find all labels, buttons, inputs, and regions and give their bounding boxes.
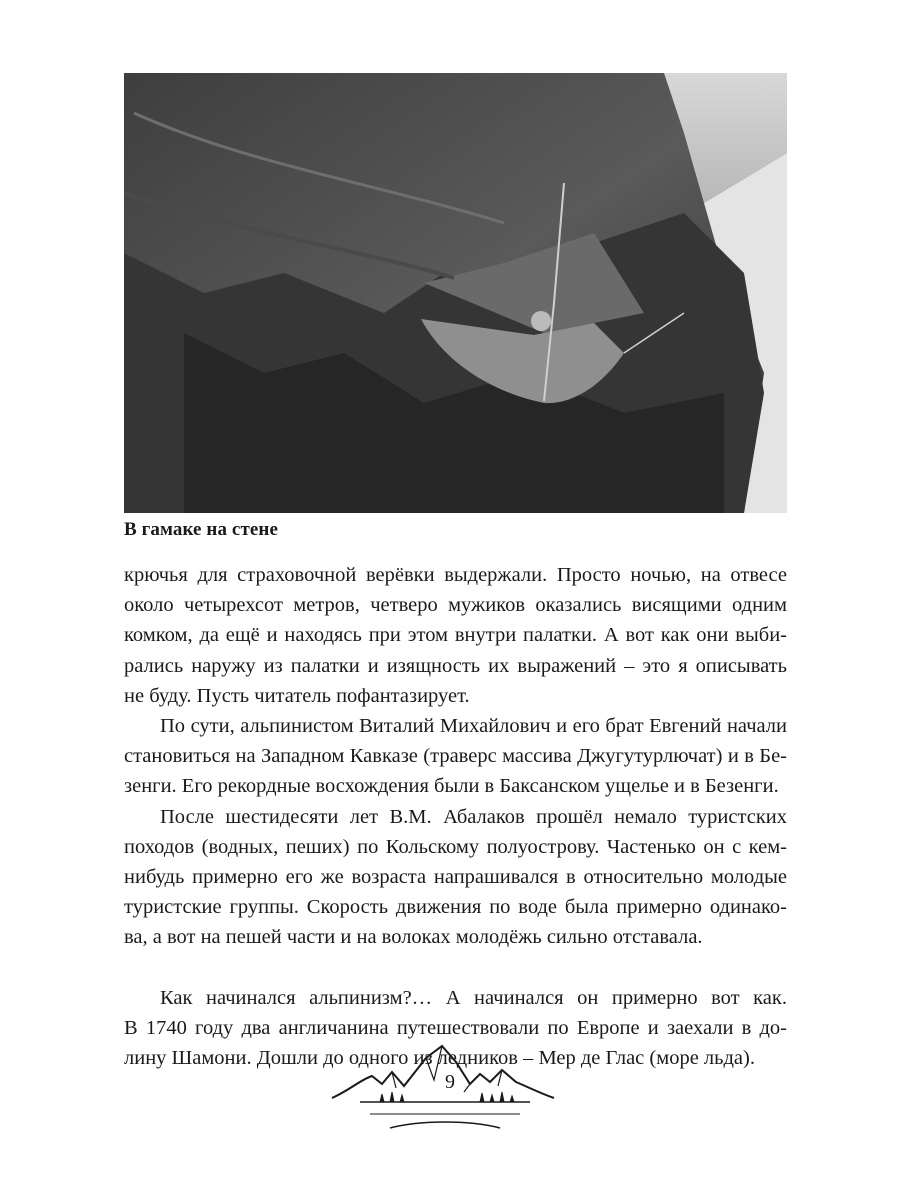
text-line: лину Шамони. Дошли до одного из ледников – Мер де Глас (море льда). [124,1047,755,1070]
text-line: комком, да ещё и находясь при этом внутри палатки. А вот как они выби- [124,624,787,647]
text-line: После шестидесяти лет В.М. Абалаков прошёл немало туристских [160,805,787,828]
paragraph-3 [124,802,787,953]
text-line: становиться на Западном Кавказе (траверс массива Джугутурлючат) и в Бе- [124,745,787,768]
text-line: походов (водных, пеших) по Кольскому полуострову. Частенько он с кем- [124,835,787,858]
body-text [124,560,787,1073]
mountain-hammock-image [124,73,787,513]
text-line: крючья для страховочной верёвки выдержали. Просто ночью, на отвесе [124,564,787,586]
text-line: По сути, альпинистом Виталий Михайлович и его брат Евгений начали [160,715,787,738]
text-line: туристские группы. Скорость движения по воде была примерно одинако- [124,896,787,919]
text-line: не буду. Пусть читатель пофантазирует. [124,684,470,707]
text-line: ва, а вот на пешей части и на волоках молодёжь сильно отставала. [124,926,703,949]
paragraph-1 [124,560,787,711]
page-number: 9 [445,1071,455,1093]
hammock-photo [124,73,787,513]
paragraph-2 [124,711,787,802]
text-line: рались наружу из палатки и изящность их выражений – это я описывать [124,654,787,677]
text-line: около четырехсот метров, четверо мужиков оказались висящими одним [124,594,787,617]
photo-caption: В гамаке на стене [124,519,278,540]
text-line: нибудь примерно его же возраста напрашивался в относительно молодые [124,866,787,889]
text-line: зенги. Его рекордные восхождения были в Баксанском ущелье и в Безенги. [124,775,779,798]
text-line: В 1740 году два англичанина путешествовали по Европе и заехали в до- [124,1016,787,1039]
text-line: Как начинался альпинизм?… А начинался он примерно вот как. [160,986,787,1009]
